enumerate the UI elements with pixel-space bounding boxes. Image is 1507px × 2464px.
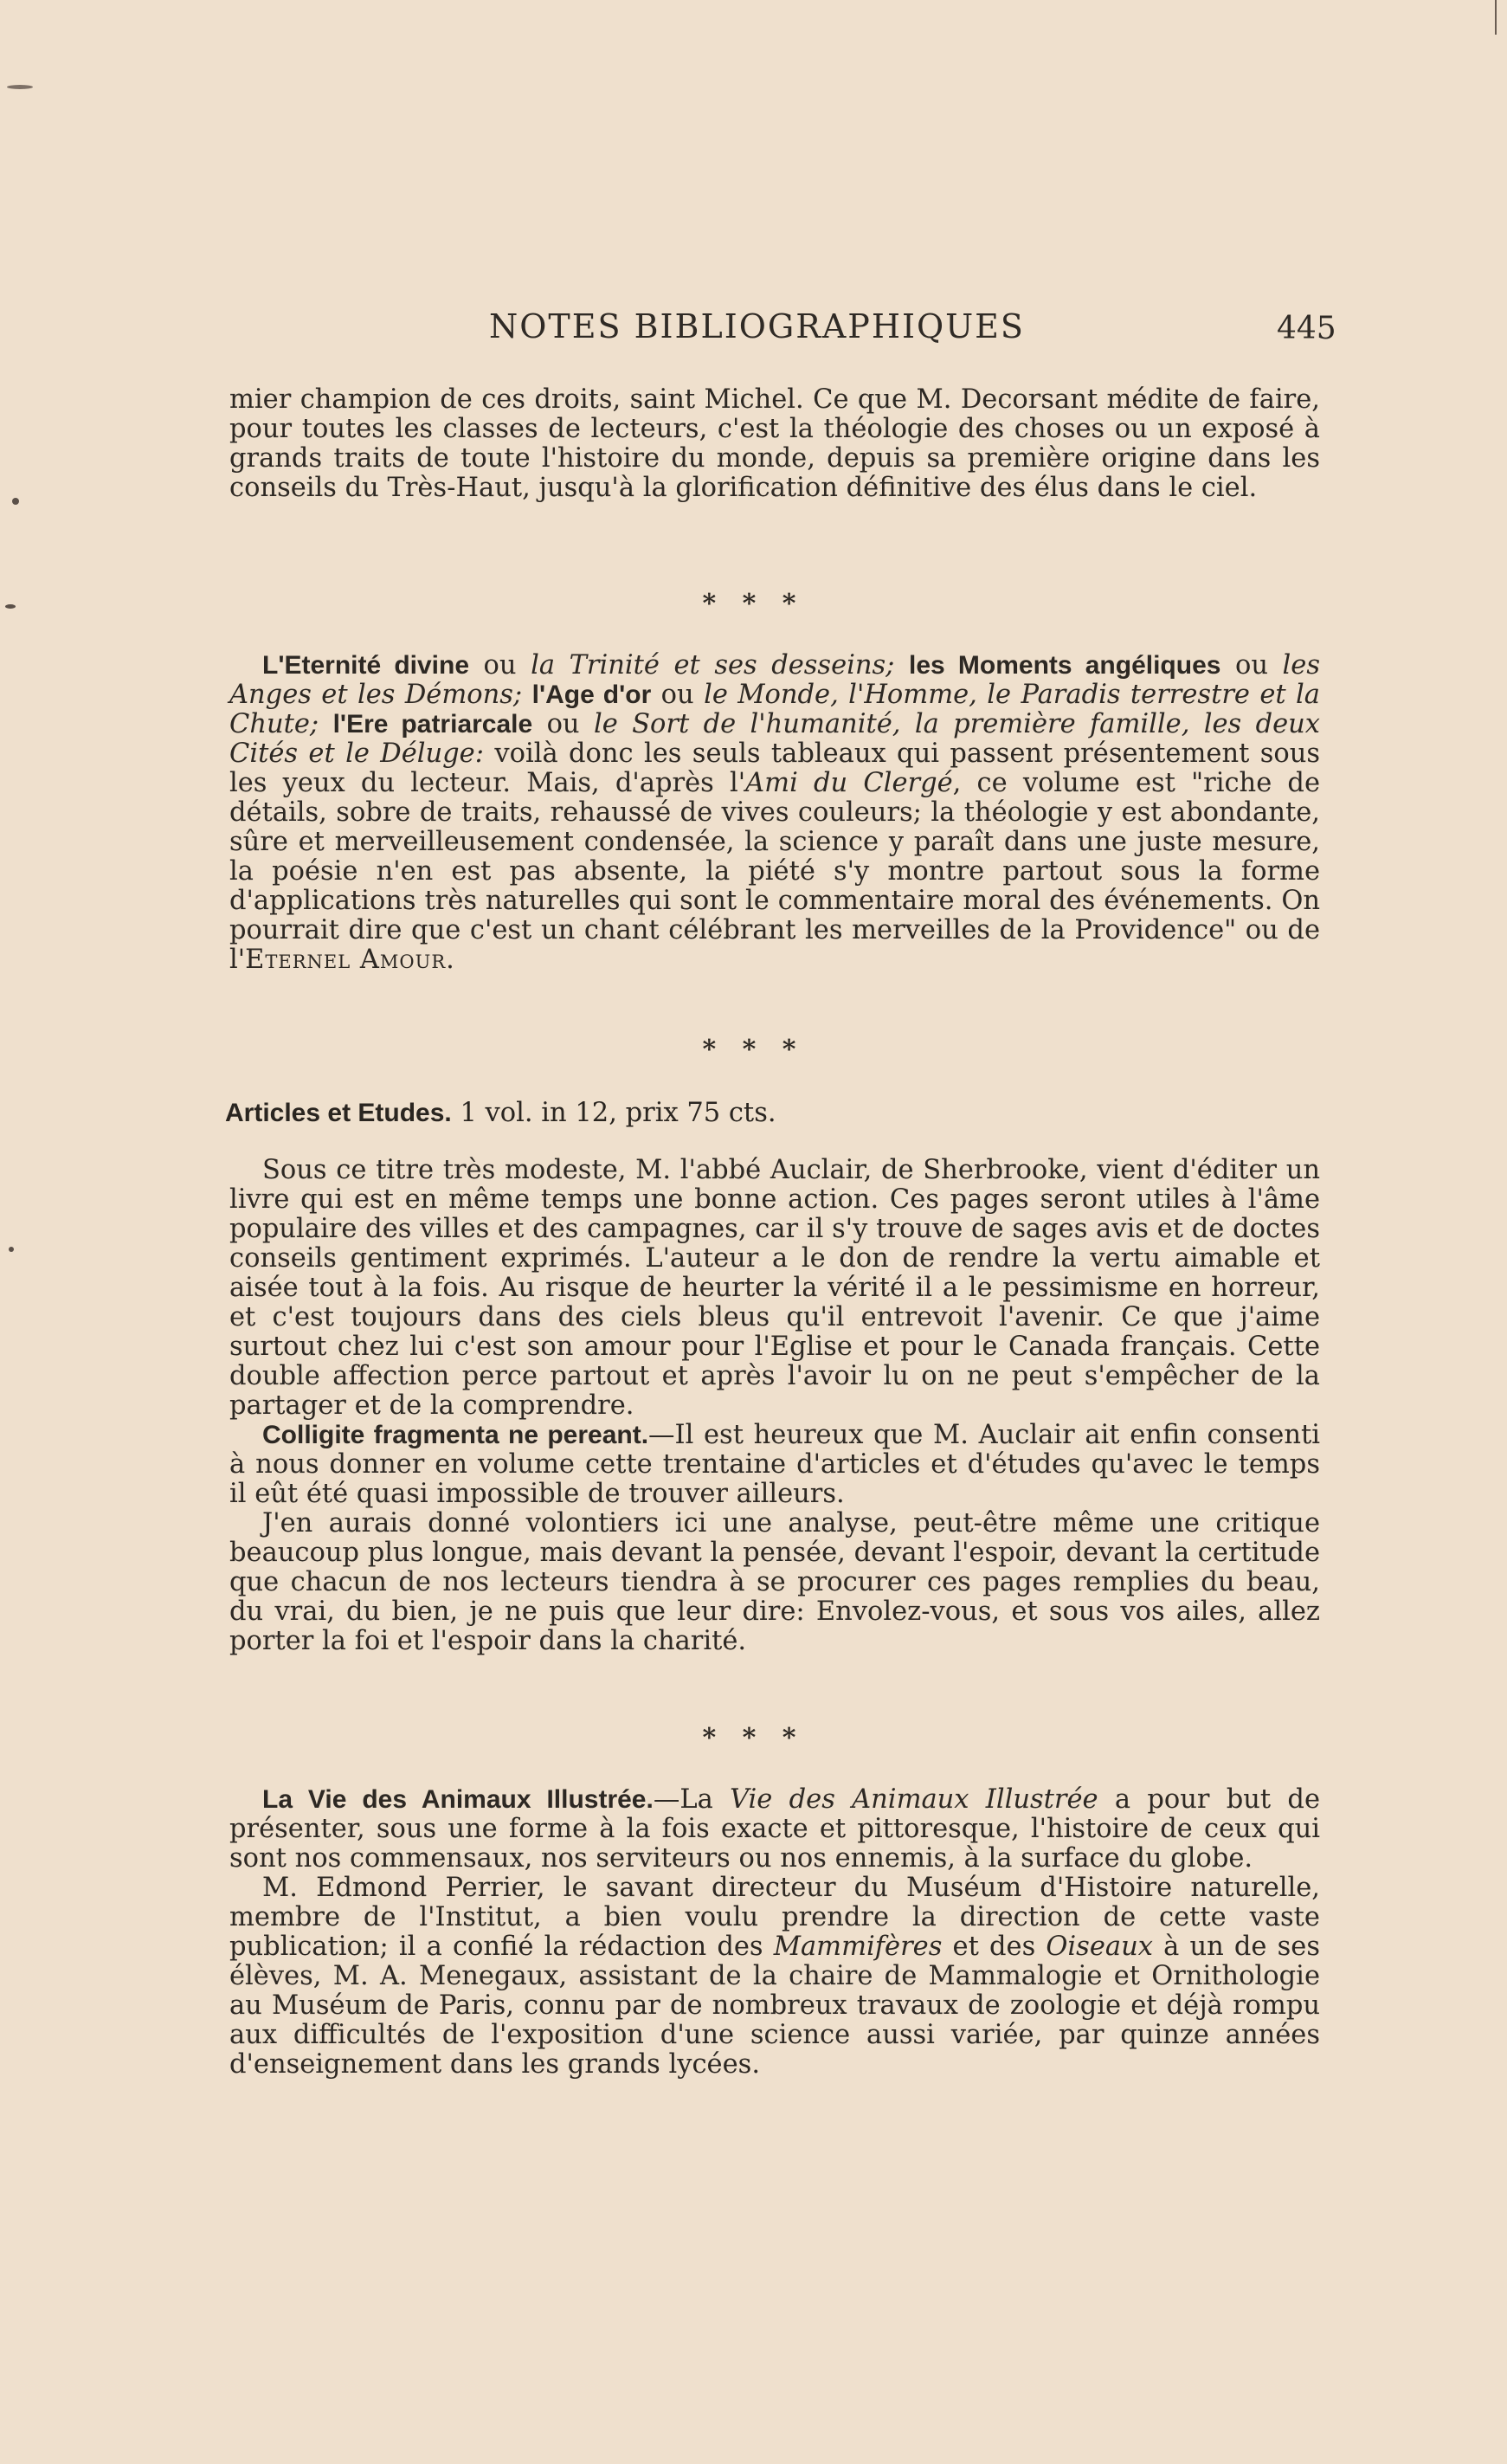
margin-mark xyxy=(7,85,33,89)
paragraph: L'Eternité divine ou la Trinité et ses desseins; les Moments angéliques ou les Anges et les Démons; l'Age d'or ou le Monde, l'Homme, le Paradis terrestre et la Chute; l'Ere patriarcale ou le Sort de l'humanité, la première famille, les deux Cités et le Déluge: voilà donc les seuls tableaux qui passent présentement sous les yeux du lecteur. Mais, d'après l'Ami du Clergé, ce volume est "riche de détails, sobre de traits, rehaussé de vives couleurs; la théologie y est abondante, sûre et merveilleusement condensée, la science y paraît dans une juste mesure, la poésie n'en est pas absente, la piété s'y montre partout sous la forme d'applications très naturelles qui sont le commentaire moral des événements. On pourrait dire que c'est un chant célébrant les merveilles de la Providence" ou de l'Eternel Amour. xyxy=(229,650,1321,975)
book-title: Articles et Etudes. xyxy=(225,1099,452,1127)
book-title: L'Eternité divine xyxy=(262,651,470,680)
section-separator: * * * xyxy=(702,589,805,619)
book-title: les Moments angéliques xyxy=(909,651,1221,680)
book-price-info: 1 vol. in 12, prix 75 cts. xyxy=(451,1098,776,1128)
section-separator: * * * xyxy=(702,1723,805,1753)
margin-mark xyxy=(12,498,19,505)
book-notice-animaux xyxy=(229,1785,1320,2080)
book-title: l'Ere patriarcale xyxy=(332,710,533,739)
book-notice-eternite xyxy=(229,651,1320,975)
page-edge-mark xyxy=(1495,0,1497,35)
paragraph: Sous ce titre très modeste, M. l'abbé Auclair, de Sherbrooke, vient d'éditer un livre qui est en même temps une bonne action. Ces pages seront utiles à l'âme populaire des villes et des campagnes, car il s'y trouve de sages avis et de doctes conseils gentiment exprimés. L'auteur a le don de rendre la vertu aimable et aisée tout à la fois. Au risque de heurter la vérité il a le pessimisme en horreur, et c'est toujours dans des ciels bleus qu'il entrevoit l'avenir. Ce que j'aime surtout chez lui c'est son amour pour l'Eglise et pour le Canada français. Cette double affection perce partout et après l'avoir lu on ne peut s'empêcher de la partager et de la comprendre. xyxy=(229,1155,1320,1421)
page-number: 445 xyxy=(1277,311,1336,346)
book-title: l'Age d'or xyxy=(531,681,652,709)
paragraph: Colligite fragmenta ne pereant.—Il est heureux que M. Auclair ait enfin consenti à nous donner en volume cette trentaine d'articles et d'études qu'avec le temps il eût été quasi impossible de trouver ailleurs. xyxy=(229,1420,1320,1509)
margin-mark xyxy=(9,1247,14,1252)
paragraph: M. Edmond Perrier, le savant directeur du Muséum d'Histoire naturelle, membre de l'Institut, a bien voulu prendre la direction de cette vaste publication; il a confié la rédaction des Mammifères et des Oiseaux à un de ses élèves, M. A. Menegaux, assistant de la chaire de Mammalogie et Ornithologie au Muséum de Paris, connu par de nombreux travaux de zoologie et déjà rompu aux difficultés de l'exposition d'une science aussi variée, par quinze années d'enseignement dans les grands lycées. xyxy=(229,1873,1320,2080)
page-header xyxy=(0,307,1507,359)
paragraph: mier champion de ces droits, saint Michel. Ce que M. Decorsant médite de faire, pour toutes les classes de lecteurs, c'est la théologie des choses ou un exposé à grands traits de toute l'histoire du monde, depuis sa première origine dans les conseils du Très-Haut, jusqu'à la glorification définitive des élus dans le ciel. xyxy=(229,384,1320,503)
book-heading-articles xyxy=(225,1098,776,1128)
paragraph: J'en aurais donné volontiers ici une analyse, peut-être même une critique beaucoup plus longue, mais devant la pensée, devant l'espoir, devant la certitude que chacun de nos lecteurs tiendra à se procurer ces pages remplies du beau, du vrai, du bien, je ne puis que leur dire: Envolez-vous, et sous vos ailes, allez porter la foi et l'espoir dans la charité. xyxy=(229,1508,1320,1656)
continued-paragraph xyxy=(229,385,1320,503)
running-title: NOTES BIBLIOGRAPHIQUES xyxy=(489,307,1025,345)
book-notice-articles xyxy=(229,1156,1320,1656)
book-title: La Vie des Animaux Illustrée. xyxy=(262,1785,654,1814)
section-separator: * * * xyxy=(702,1035,805,1065)
paragraph: La Vie des Animaux Illustrée.—La Vie des Animaux Illustrée a pour but de présenter, sous une forme à la fois exacte et pittoresque, l'histoire de ceux qui sont nos commensaux, nos serviteurs ou nos ennemis, à la surface du globe. xyxy=(229,1784,1320,1874)
latin-quote: Colligite fragmenta ne pereant. xyxy=(262,1421,649,1449)
